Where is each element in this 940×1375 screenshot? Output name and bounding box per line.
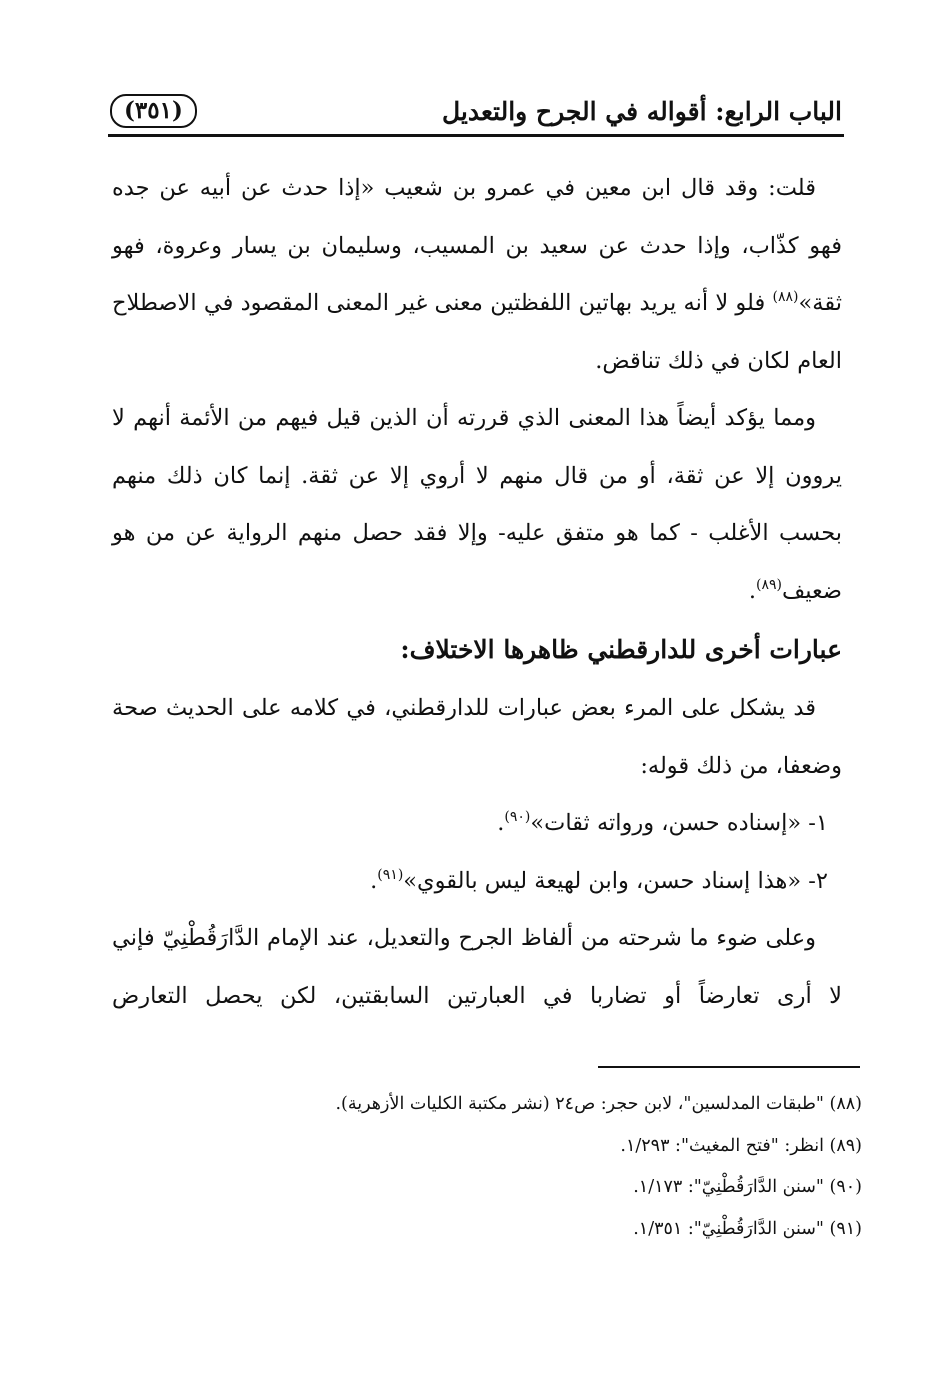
list-item	[112, 853, 842, 911]
list-item-2-end: .	[370, 867, 378, 894]
list-item	[112, 795, 842, 853]
page-header	[110, 88, 842, 134]
footnote-ref-88[interactable]: (٨٨)	[772, 289, 799, 305]
section-heading-block	[112, 620, 842, 680]
paragraph-4	[112, 910, 842, 1025]
footnote-ref-91[interactable]: (٩١)	[377, 866, 404, 883]
section-heading: عبارات أخرى للدارقطني ظاهرها الاختلاف:	[400, 635, 842, 664]
footnote-88: (٨٨) "طبقات المدلسين"، لابن حجر: ص٢٤ (نشر مكتبة الكليات الأزهرية).	[335, 1094, 862, 1114]
footnote-90: (٩٠) "سنن الدَّارَقُطْنِيّ": ١/١٧٣.	[633, 1177, 862, 1197]
footnote-ref-90[interactable]: (٩٠)	[504, 809, 531, 825]
paragraph-2-text: ومما يؤكد أيضاً هذا المعنى الذي قررته أن الذين قيل فيهم من الأئمة أنهم لا يروون إلا عن ثقة، أو من قال منهم لا أروي إلا عن ثقة. إنما كان ذلك منهم بحسب الأغلب - كما هو متفق عليه- وإلا فقد حصل منهم الرواية عن من هو ضعيف	[112, 405, 842, 604]
list-item-2-text: ٢- «هذا إسناد حسن، وابن لهيعة ليس بالقوي»	[403, 867, 828, 894]
paragraph-1-text: قلت: وقد قال ابن معين في عمرو بن شعيب «إذا حدث عن أبيه عن جده فهو كذّاب، وإذا حدث عن سعيد بن المسيب، وسليمان بن يسار وعروة، فهو ثقة»	[112, 175, 842, 316]
header-rule	[108, 134, 844, 137]
paragraph-2-end: .	[748, 577, 756, 604]
footnote-ref-89[interactable]: (٨٩)	[755, 576, 782, 593]
running-head: الباب الرابع: أقواله في الجرح والتعديل	[441, 96, 842, 126]
paragraph-4-text: وعلى ضوء ما شرحته من ألفاظ الجرح والتعديل، عند الإمام الدَّارَقُطْنِيّ فإني لا أرى تعارضاً أو تضاربا في العبارتين السابقتين، لكن يحصل التعارض	[112, 925, 842, 1009]
paragraph-3	[112, 680, 842, 795]
footnote-rule	[598, 1066, 860, 1068]
paragraph-3-text: قد يشكل على المرء بعض عبارات للدارقطني، في كلامه على الحديث صحة وضعفا، من ذلك قوله:	[112, 695, 842, 779]
list-item-1-end: .	[497, 810, 505, 836]
list-item-1-text: ١- «إسناده حسن، ورواته ثقات»	[530, 810, 828, 836]
footnotes	[160, 1084, 862, 1250]
paragraph-1	[112, 160, 842, 390]
paragraph-2	[112, 390, 842, 620]
paragraph-1-continuation: فلو لا أنه يريد بهاتين اللفظتين معنى غير المعنى المقصود في الاصطلاح العام لكان في ذلك تناقض.	[112, 290, 842, 374]
footnote-89: (٨٩) انظر: "فتح المغيث": ١/٢٩٣.	[620, 1135, 862, 1156]
footnote-91: (٩١) "سنن الدَّارَقُطْنِيّ": ١/٣٥١.	[633, 1218, 862, 1239]
page-number: (٣٥١)	[110, 94, 197, 128]
citation-list	[112, 795, 842, 910]
